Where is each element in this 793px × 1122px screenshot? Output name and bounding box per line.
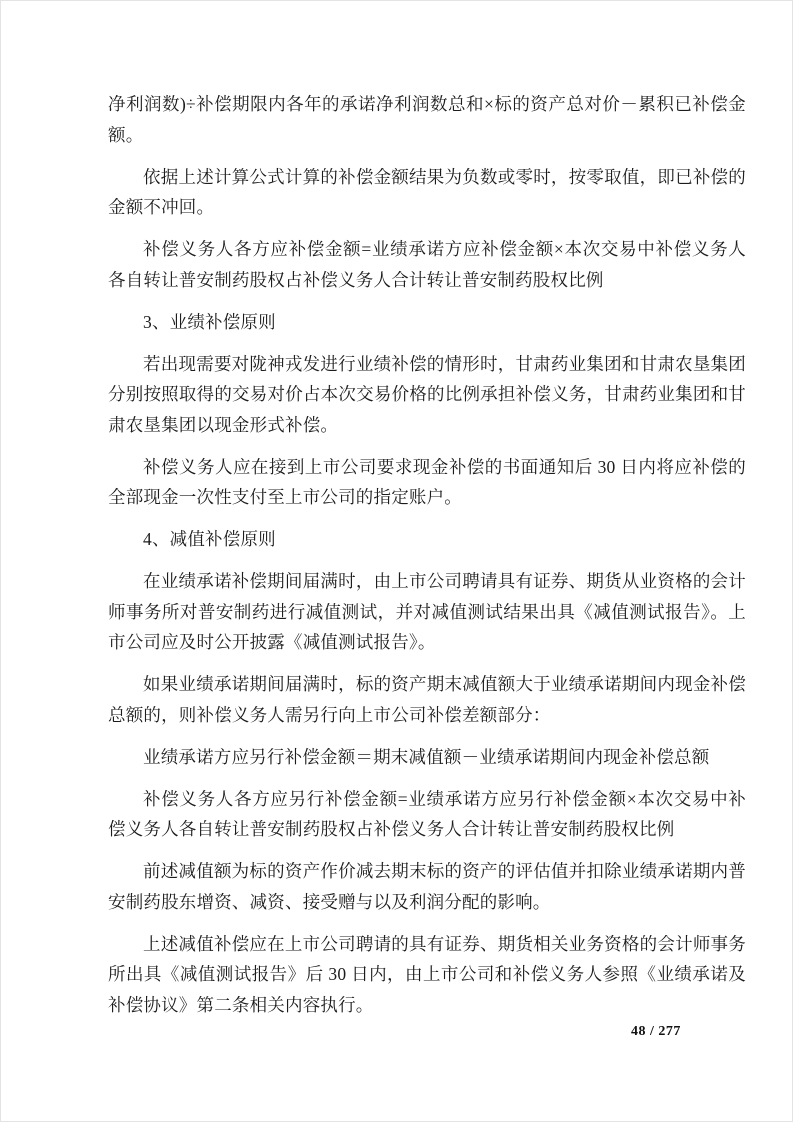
paragraph-zero-value-rule: 依据上述计算公式计算的补偿金额结果为负数或零时，按零取值，即已补偿的金额不冲回。: [108, 166, 746, 217]
paragraph-additional-compensation-formula: 业绩承诺方应另行补偿金额＝期末减值额－业绩承诺期间内现金补偿总额: [143, 746, 710, 767]
paragraph-cash-compensation-obligation: 若出现需要对陇神戎发进行业绩补偿的情形时，甘肃药业集团和甘肃农垦集团分别按照取得的交易对价占本次交易价格的比例承担补偿义务，甘肃药业集团和甘肃农垦集团以现金形式补偿。: [108, 353, 746, 435]
paragraph-impairment-execution: 上述减值补偿应在上市公司聘请的具有证券、期货相关业务资格的会计师事务所出具《减值测试报告》后 30 日内，由上市公司和补偿义务人参照《业绩承诺及补偿协议》第二条相关内容执行。: [108, 933, 746, 1015]
paragraph-impairment-definition: 前述减值额为标的资产作价减去期末标的资产的评估值并扣除业绩承诺期内普安制药股东增资、减资、接受赠与以及利润分配的影响。: [108, 861, 746, 912]
paragraph-additional-allocation-formula: 补偿义务人各方应另行补偿金额=业绩承诺方应另行补偿金额×本次交易中补偿义务人各自转让普安制药股权占补偿义务人合计转让普安制药股权比例: [108, 788, 746, 839]
paragraph-impairment-test: 在业绩承诺补偿期间届满时，由上市公司聘请具有证券、期货从业资格的会计师事务所对普安制药进行减值测试，并对减值测试结果出具《减值测试报告》。上市公司应及时公开披露《减值测试报告》。: [108, 571, 746, 652]
paragraph-payment-deadline: 补偿义务人应在接到上市公司要求现金补偿的书面通知后 30 日内将应补偿的全部现金一次性支付至上市公司的指定账户。: [108, 456, 746, 507]
paragraph-formula-continuation: 净利润数)÷补偿期限内各年的承诺净利润数总和×标的资产总对价－累积已补偿金额。: [108, 94, 746, 145]
heading-impairment-compensation-principle: 4、减值补偿原则: [143, 529, 276, 549]
page-number: 48 / 277: [631, 1024, 681, 1039]
paragraph-compensation-allocation-formula: 补偿义务人各方应补偿金额=业绩承诺方应补偿金额×本次交易中补偿义务人各自转让普安制药股权占补偿义务人合计转让普安制药股权比例: [108, 239, 746, 290]
heading-performance-compensation-principle: 3、业绩补偿原则: [143, 311, 276, 332]
paragraph-impairment-difference: 如果业绩承诺期间届满时，标的资产期末减值额大于业绩承诺期间内现金补偿总额的，则补偿义务人需另行向上市公司补偿差额部分：: [108, 674, 746, 725]
document-body: [108, 89, 746, 1032]
